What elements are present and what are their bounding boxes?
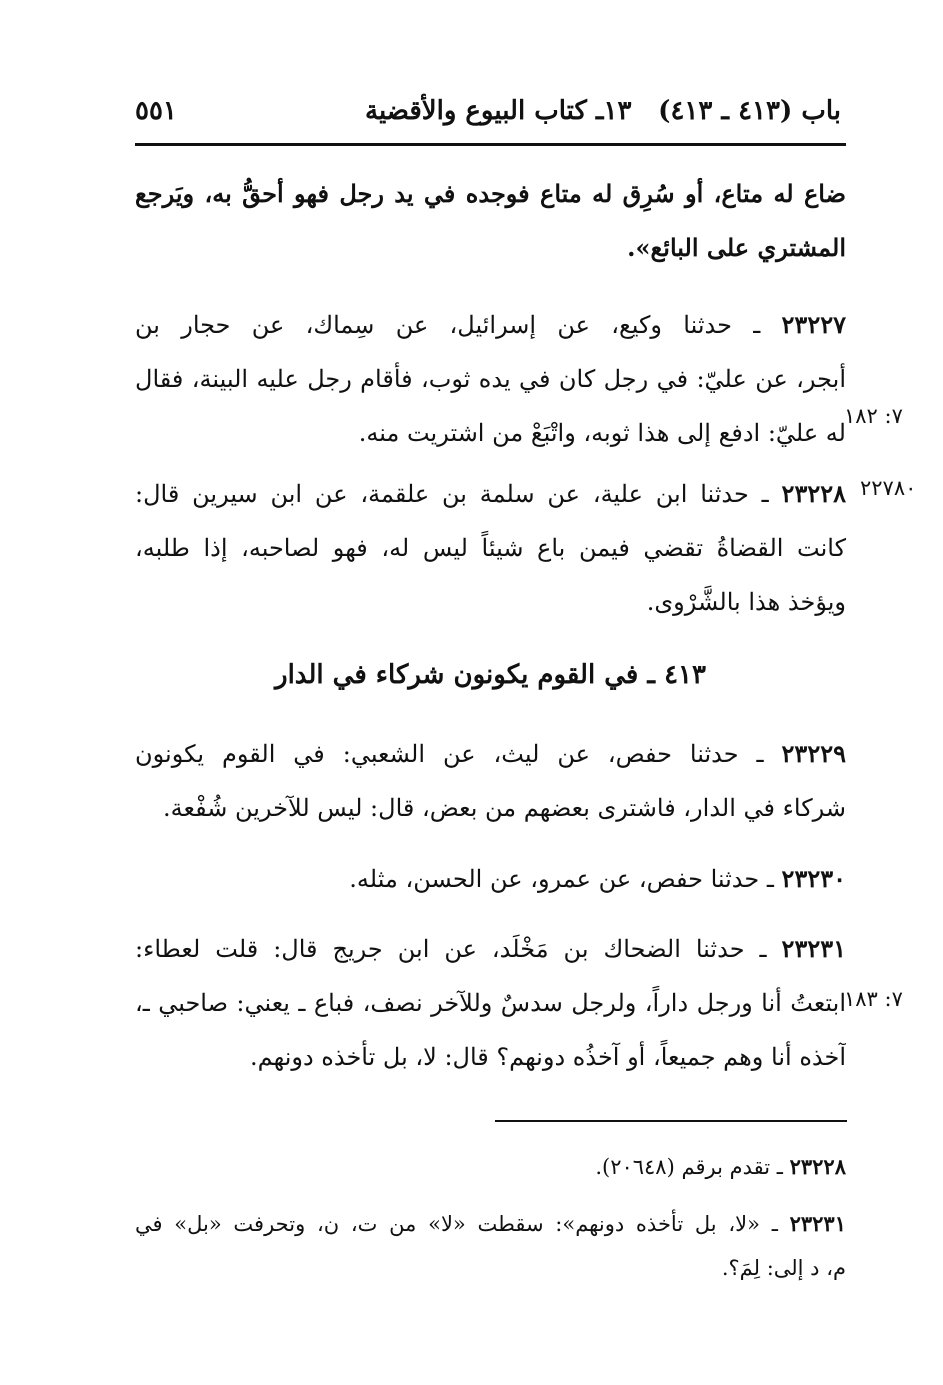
intro-line-1: ضاع له متاع، أو سُرِق له متاع فوجده في يد رجل فهو أحقُّ به، ويَرجع [135,179,846,208]
hadith-23231 [135,922,846,1084]
hadith-line [135,727,846,781]
hadith-text: ـ حدثنا ابن علية، عن سلمة بن علقمة، عن ابن سيرين قال: [135,480,769,508]
footnote-rule [495,1120,847,1122]
hadith-23230 [135,852,846,906]
hadith-line: شركاء في الدار، فاشترى بعضهم من بعض، قال: ليس للآخرين شُفْعة. [163,794,846,822]
page-number: ٥٥١ [135,96,177,126]
hadith-text: ـ حدثنا الضحاك بن مَخْلَد، عن ابن جريج قال: قلت لعطاء: [135,935,767,963]
hadith-text: ـ حدثنا حفص، عن عمرو، عن الحسن، مثله. [349,865,774,893]
margin-volume-note: ٧: ١٨٣ [844,987,903,1011]
footnote-number: ٢٣٢٢٨ [789,1154,846,1179]
hadith-line: له عليّ: ادفع إلى هذا ثوبه، واتْبَعْ من اشتريت منه. [358,419,846,447]
hadith-23227 [135,298,846,460]
footnote-text: ـ تقدم برقم (٢٠٦٤٨). [595,1155,783,1179]
hadith-number: ٢٣٢٢٧ [781,310,846,339]
margin-cross-ref: ٢٢٧٨٠ [860,476,917,500]
hadith-line: ويؤخذ هذا بالشَّرْوى. [646,588,846,616]
footnote-line: م، د إلى: لِمَ؟. [721,1256,846,1280]
hadith-23228 [135,467,846,629]
chapter-range: باب (٤١٣ ـ ٤١٣) [658,96,841,126]
hadith-text: ـ حدثنا وكيع، عن إسرائيل، عن سِماك، عن حجار بن [135,311,761,339]
hadith-line [135,467,846,521]
hadith-line: ابتعتُ أنا ورجل داراً، ولرجل سدسٌ وللآخر نصف، فباع ـ يعني: صاحبي ـ، [135,989,846,1017]
section-title: ٤١٣ ـ في القوم يكونون شركاء في الدار [275,660,706,690]
hadith-number: ٢٣٢٣١ [781,934,846,963]
footnote-number: ٢٣٢٣١ [789,1211,846,1236]
hadith-line: آخذه أنا وهم جميعاً، أو آخذُه دونهم؟ قال: لا، بل تأخذه دونهم. [250,1043,846,1071]
hadith-number: ٢٣٢٢٨ [781,479,846,508]
hadith-number: ٢٣٢٣٠ [781,864,846,893]
hadith-line: أبجر، عن عليّ: في رجل كان في يده ثوب، فأقام رجل عليه البينة، فقال [135,365,846,393]
hadith-23229 [135,727,846,835]
hadith-number: ٢٣٢٢٩ [781,739,846,768]
hadith-text: ـ حدثنا حفص، عن ليث، عن الشعبي: في القوم يكونون [135,740,764,768]
footnote-line [135,1145,846,1189]
footnote-23228 [135,1145,846,1189]
margin-volume-note: ٧: ١٨٢ [844,404,903,428]
book-title: ١٣ـ كتاب البيوع والأقضية [365,96,632,126]
footnote-line [135,1202,846,1246]
hadith-line [135,922,846,976]
hadith-line [135,852,846,906]
header-rule [135,143,846,146]
intro-line-2: المشتري على البائع». [627,233,846,262]
footnote-23231 [135,1202,846,1290]
hadith-line [135,298,846,352]
intro-paragraph [135,167,846,275]
footnote-text: ـ «لا، بل تأخذه دونهم»: سقطت «لا» من ت، ن، وتحرفت «بل» في [135,1212,778,1236]
hadith-line: كانت القضاةُ تقضي فيمن باع شيئاً ليس له، فهو لصاحبه، إذا طلبه، [135,534,846,562]
